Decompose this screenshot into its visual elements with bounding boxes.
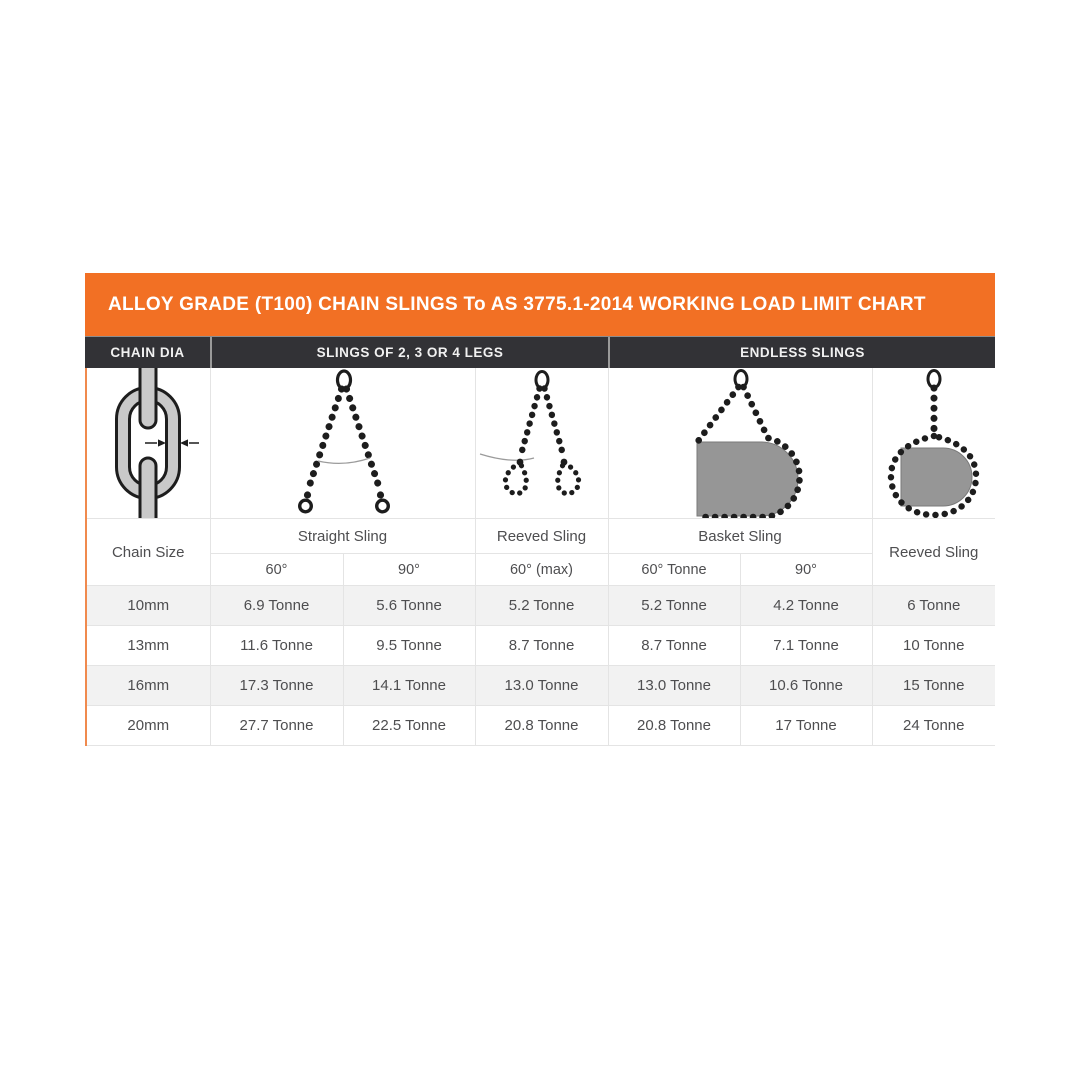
cell-endless-reeved: 6 Tonne bbox=[872, 586, 995, 626]
table-body bbox=[85, 368, 995, 746]
header-reeved-60-max: 60° (max) bbox=[475, 554, 608, 586]
cell-basket-60: 5.2 Tonne bbox=[608, 586, 740, 626]
table-row-16mm bbox=[87, 666, 995, 706]
illustration-row bbox=[87, 368, 995, 519]
endless-reeved-sling-icon bbox=[873, 368, 996, 518]
cell-chain-size: 13mm bbox=[87, 626, 210, 666]
header-basket-sling: Basket Sling bbox=[608, 519, 872, 554]
working-load-limit-chart bbox=[85, 273, 995, 746]
band-chain-dia: CHAIN DIA bbox=[110, 345, 185, 360]
table-row-10mm bbox=[87, 586, 995, 626]
straight-sling-icon bbox=[211, 368, 476, 518]
header-straight-60: 60° bbox=[210, 554, 343, 586]
cell-chain-size: 20mm bbox=[87, 706, 210, 746]
endless-reeved-sling-cell bbox=[872, 368, 995, 519]
band-slings-2-3-4-legs: SLINGS OF 2, 3 OR 4 LEGS bbox=[210, 337, 608, 368]
chart-title-bar bbox=[85, 273, 995, 336]
cell-straight-60: 27.7 Tonne bbox=[210, 706, 343, 746]
reeved-sling-cell bbox=[475, 368, 608, 519]
cell-basket-60: 8.7 Tonne bbox=[608, 626, 740, 666]
cell-basket-90: 4.2 Tonne bbox=[740, 586, 872, 626]
cell-reeved-60: 5.2 Tonne bbox=[475, 586, 608, 626]
basket-sling-icon bbox=[609, 368, 873, 518]
cell-straight-60: 11.6 Tonne bbox=[210, 626, 343, 666]
header-endless-reeved-sling: Reeved Sling bbox=[872, 519, 995, 586]
cell-straight-90: 14.1 Tonne bbox=[343, 666, 475, 706]
band-header-row bbox=[85, 336, 995, 368]
header-reeved-sling: Reeved Sling bbox=[475, 519, 608, 554]
header-straight-90: 90° bbox=[343, 554, 475, 586]
cell-chain-size: 10mm bbox=[87, 586, 210, 626]
chart-title: ALLOY GRADE (T100) CHAIN SLINGS To AS 3775.1-2014 WORKING LOAD LIMIT CHART bbox=[108, 293, 926, 315]
table-row-13mm bbox=[87, 626, 995, 666]
cell-endless-reeved: 10 Tonne bbox=[872, 626, 995, 666]
cell-basket-90: 10.6 Tonne bbox=[740, 666, 872, 706]
header-chain-size: Chain Size bbox=[87, 519, 210, 586]
chain-link-diagram-cell bbox=[87, 368, 210, 519]
sub-header-row bbox=[87, 554, 995, 586]
reeved-sling-icon bbox=[476, 368, 609, 518]
cell-straight-90: 5.6 Tonne bbox=[343, 586, 475, 626]
straight-sling-cell bbox=[210, 368, 475, 519]
cell-reeved-60: 8.7 Tonne bbox=[475, 626, 608, 666]
cell-straight-90: 9.5 Tonne bbox=[343, 626, 475, 666]
cell-straight-60: 17.3 Tonne bbox=[210, 666, 343, 706]
cell-endless-reeved: 24 Tonne bbox=[872, 706, 995, 746]
cell-basket-90: 7.1 Tonne bbox=[740, 626, 872, 666]
cell-chain-size: 16mm bbox=[87, 666, 210, 706]
group-header-row bbox=[87, 519, 995, 554]
wll-table bbox=[87, 368, 995, 746]
chain-link-diameter-icon bbox=[87, 368, 210, 518]
cell-endless-reeved: 15 Tonne bbox=[872, 666, 995, 706]
cell-basket-60: 20.8 Tonne bbox=[608, 706, 740, 746]
header-basket-90: 90° bbox=[740, 554, 872, 586]
cell-basket-90: 17 Tonne bbox=[740, 706, 872, 746]
cell-straight-60: 6.9 Tonne bbox=[210, 586, 343, 626]
header-basket-60-tonne: 60° Tonne bbox=[608, 554, 740, 586]
band-endless-slings: ENDLESS SLINGS bbox=[608, 337, 995, 368]
header-straight-sling: Straight Sling bbox=[210, 519, 475, 554]
cell-reeved-60: 20.8 Tonne bbox=[475, 706, 608, 746]
cell-reeved-60: 13.0 Tonne bbox=[475, 666, 608, 706]
cell-straight-90: 22.5 Tonne bbox=[343, 706, 475, 746]
table-row-20mm bbox=[87, 706, 995, 746]
basket-sling-cell bbox=[608, 368, 872, 519]
cell-basket-60: 13.0 Tonne bbox=[608, 666, 740, 706]
